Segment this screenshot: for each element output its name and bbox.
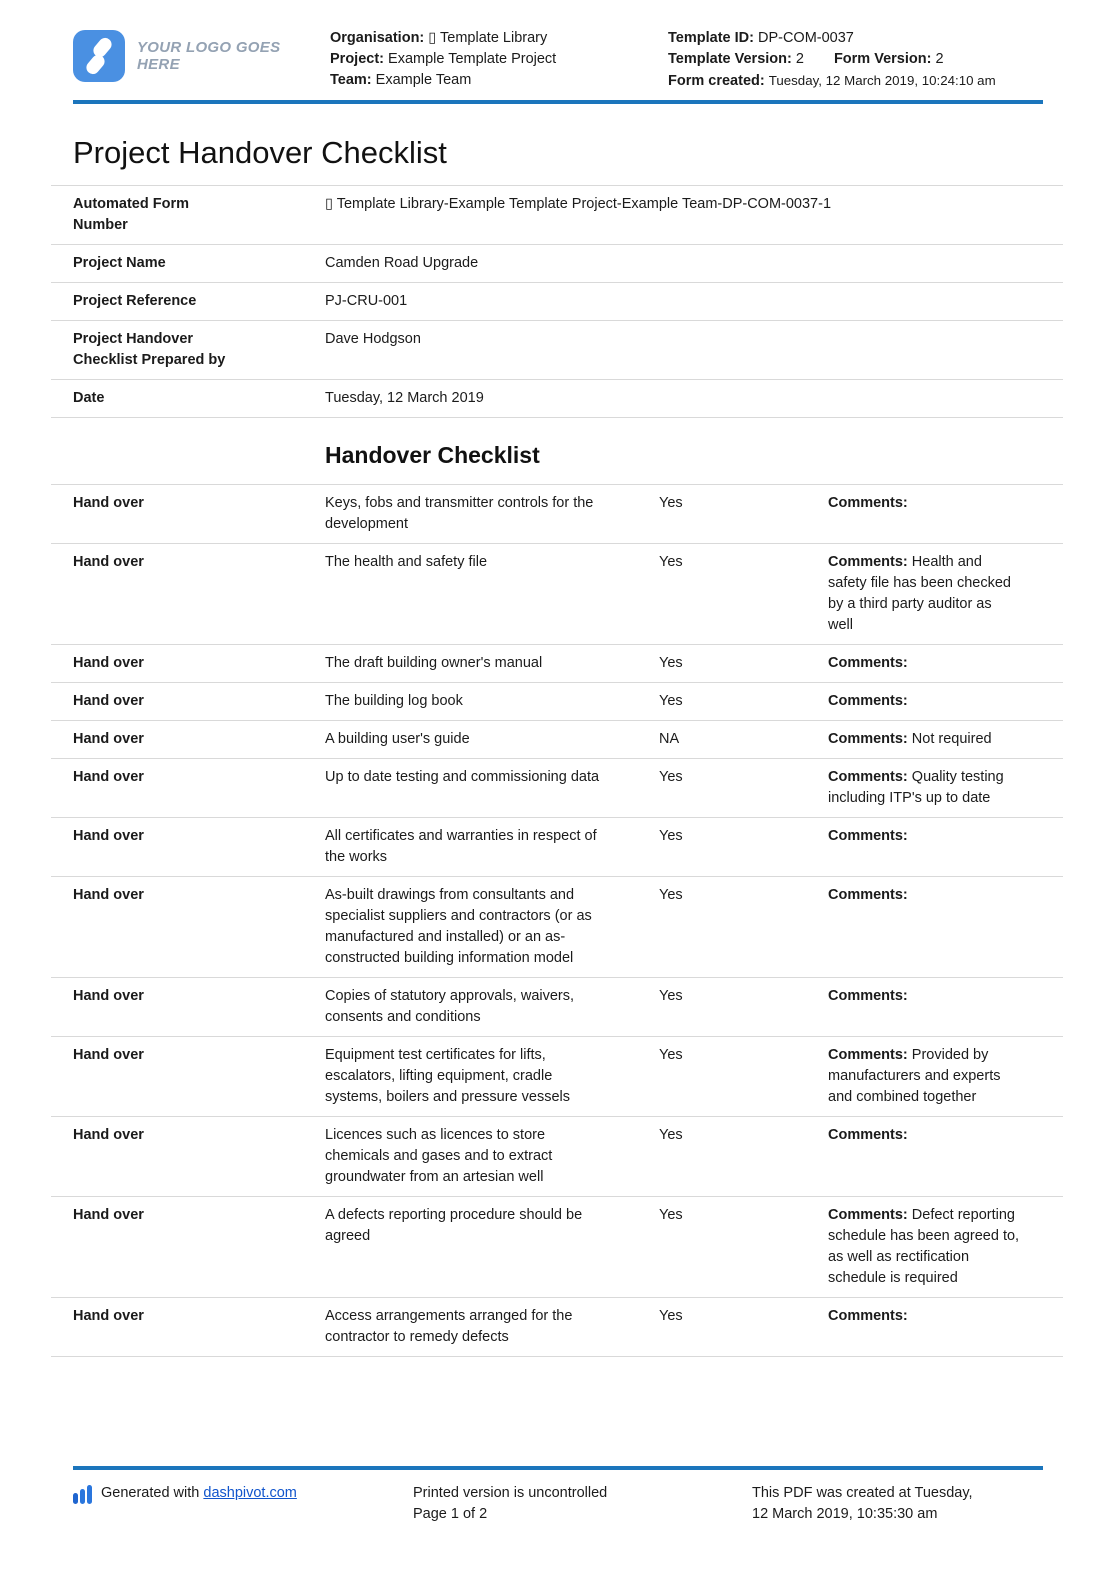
- checklist-table: [51, 484, 1063, 1357]
- checklist-comments: [828, 986, 1063, 1028]
- form-field-row: [51, 245, 1063, 283]
- hand-over-label: Hand over: [73, 1206, 144, 1223]
- project-line: [330, 49, 668, 70]
- template-id-value: DP-COM-0037: [757, 30, 854, 46]
- checklist-item-text: Copies of statutory approvals, waivers, consents and conditions: [325, 987, 575, 1025]
- checklist-item-text: Up to date testing and commissioning data: [325, 768, 600, 785]
- form-created-label: Form created:: [668, 73, 765, 89]
- comments-label: Comments:: [828, 987, 908, 1004]
- team-label: Team:: [330, 72, 372, 88]
- template-version-value: 2: [795, 51, 804, 67]
- checklist-answer: Yes: [659, 494, 683, 511]
- checklist-row: [51, 818, 1063, 877]
- checklist-comments: [828, 691, 1063, 712]
- hand-over-label: Hand over: [73, 730, 144, 747]
- generated-with: [73, 1483, 413, 1525]
- checklist-row: [51, 645, 1063, 683]
- checklist-comments: [828, 552, 1063, 636]
- checklist-answer: NA: [659, 730, 680, 747]
- pdf-created-note: This PDF was created at Tuesday, 12 March 2019, 10:35:30 am: [752, 1485, 973, 1522]
- document-footer: [0, 1466, 1115, 1525]
- checklist-row: [51, 1197, 1063, 1298]
- logo-icon: [73, 30, 125, 82]
- checklist-comments: [828, 493, 1063, 535]
- checklist-row: [51, 683, 1063, 721]
- team-value: Example Team: [375, 72, 472, 88]
- comments-label: Comments:: [828, 1206, 908, 1223]
- hand-over-label: Hand over: [73, 553, 144, 570]
- project-label: Project:: [330, 51, 384, 67]
- template-id-label: Template ID:: [668, 30, 754, 46]
- hand-over-label: Hand over: [73, 1126, 144, 1143]
- form-version-label: Form Version:: [833, 51, 932, 67]
- section-title: Handover Checklist: [325, 442, 540, 468]
- organisation-line: [330, 28, 668, 49]
- checklist-answer: Yes: [659, 1307, 683, 1324]
- form-field-value: Camden Road Upgrade: [325, 254, 479, 271]
- checklist-row: [51, 877, 1063, 978]
- checklist-answer: Yes: [659, 827, 683, 844]
- comments-label: Comments:: [828, 827, 908, 844]
- comment-text: Not required: [911, 730, 992, 747]
- bar-chart-icon: [73, 1485, 93, 1504]
- comment-text: Provided by manufacturers and experts and combined together: [828, 1046, 1001, 1105]
- organisation-value: ▯ Template Library: [428, 30, 548, 46]
- organisation-label: Organisation:: [330, 30, 425, 46]
- checklist-row: [51, 978, 1063, 1037]
- checklist-item-text: Keys, fobs and transmitter controls for the development: [325, 494, 594, 532]
- comments-label: Comments:: [828, 730, 908, 747]
- checklist-row: [51, 1037, 1063, 1117]
- checklist-item-text: All certificates and warranties in respect of the works: [325, 827, 597, 865]
- hand-over-label: Hand over: [73, 1307, 144, 1324]
- dashpivot-link[interactable]: dashpivot.com: [203, 1485, 297, 1501]
- checklist-row: [51, 1117, 1063, 1197]
- checklist-row: [51, 1298, 1063, 1357]
- checklist-item-text: The draft building owner's manual: [325, 654, 543, 671]
- form-field-value: PJ-CRU-001: [325, 292, 408, 309]
- form-version-value: 2: [935, 51, 944, 67]
- hand-over-label: Hand over: [73, 692, 144, 709]
- hand-over-label: Hand over: [73, 827, 144, 844]
- comment-text: Defect reporting schedule has been agreed to, as well as rectification schedule is required: [828, 1206, 1020, 1286]
- page-number: Page 1 of 2: [413, 1506, 488, 1522]
- comment-text: Quality testing including ITP's up to date: [828, 768, 1004, 806]
- form-field-value: ▯ Template Library-Example Template Project-Example Team-DP-COM-0037-1: [325, 195, 832, 212]
- hand-over-label: Hand over: [73, 987, 144, 1004]
- checklist-answer: Yes: [659, 654, 683, 671]
- checklist-answer: Yes: [659, 553, 683, 570]
- form-field-label: Date: [73, 389, 105, 406]
- project-value: Example Template Project: [388, 51, 557, 67]
- versions-line: [668, 49, 1043, 70]
- checklist-comments: [828, 729, 1063, 750]
- hand-over-label: Hand over: [73, 768, 144, 785]
- form-field-label: Automated Form Number: [73, 195, 189, 233]
- template-version-label: Template Version:: [668, 51, 792, 67]
- checklist-item-text: The building log book: [325, 692, 463, 709]
- comments-label: Comments:: [828, 768, 908, 785]
- checklist-comments: [828, 885, 1063, 969]
- hand-over-label: Hand over: [73, 886, 144, 903]
- checklist-comments: [828, 826, 1063, 868]
- checklist-answer: Yes: [659, 886, 683, 903]
- comments-label: Comments:: [828, 1307, 908, 1324]
- comments-label: Comments:: [828, 553, 908, 570]
- hand-over-label: Hand over: [73, 1046, 144, 1063]
- hand-over-label: Hand over: [73, 494, 144, 511]
- checklist-answer: Yes: [659, 1206, 683, 1223]
- comments-label: Comments:: [828, 494, 908, 511]
- document-header: [0, 0, 1115, 92]
- form-field-value: Dave Hodgson: [325, 330, 421, 347]
- checklist-item-text: Licences such as licences to store chemicals and gases and to extract groundwater from an artesian well: [325, 1126, 553, 1185]
- header-divider: [73, 100, 1043, 104]
- form-field-row: [51, 321, 1063, 380]
- form-fields-table: [51, 185, 1063, 418]
- checklist-comments: [828, 1045, 1063, 1108]
- checklist-row: [51, 544, 1063, 645]
- checklist-comments: [828, 767, 1063, 809]
- form-field-label: Project Name: [73, 254, 166, 271]
- logo-placeholder-text: YOUR LOGO GOES HERE: [137, 39, 281, 73]
- form-created-value: Tuesday, 12 March 2019, 10:24:10 am: [768, 73, 996, 88]
- checklist-comments: [828, 1205, 1063, 1289]
- checklist-answer: Yes: [659, 1046, 683, 1063]
- comment-text: Health and safety file has been checked by a third party auditor as well: [828, 553, 1011, 633]
- checklist-row: [51, 759, 1063, 818]
- comments-label: Comments:: [828, 654, 908, 671]
- checklist-row: [51, 721, 1063, 759]
- form-field-row: [51, 283, 1063, 321]
- form-field-row: [51, 186, 1063, 245]
- checklist-item-text: A building user's guide: [325, 730, 470, 747]
- header-org-block: [330, 28, 668, 91]
- comments-label: Comments:: [828, 886, 908, 903]
- hand-over-label: Hand over: [73, 654, 144, 671]
- checklist-item-text: Equipment test certificates for lifts, escalators, lifting equipment, cradle systems, boilers and pressure vessels: [325, 1046, 570, 1105]
- comments-label: Comments:: [828, 692, 908, 709]
- form-created-line: [668, 70, 1043, 92]
- page-title: Project Handover Checklist: [73, 135, 447, 170]
- form-field-label: Project Handover Checklist Prepared by: [73, 330, 226, 368]
- checklist-answer: Yes: [659, 1126, 683, 1143]
- form-field-label: Project Reference: [73, 292, 197, 309]
- template-id-line: [668, 28, 1043, 49]
- team-line: [330, 70, 668, 91]
- print-info: [413, 1483, 752, 1525]
- checklist-item-text: As-built drawings from consultants and specialist suppliers and contractors (or as manufactured and installed) or an as-constructed building information model: [325, 886, 592, 966]
- checklist-item-text: A defects reporting procedure should be agreed: [325, 1206, 583, 1244]
- checklist-row: [51, 485, 1063, 544]
- checklist-item-text: The health and safety file: [325, 553, 488, 570]
- checklist-comments: [828, 653, 1063, 674]
- checklist-answer: Yes: [659, 692, 683, 709]
- checklist-comments: [828, 1306, 1063, 1348]
- header-template-block: [668, 28, 1043, 92]
- checklist-comments: [828, 1125, 1063, 1188]
- comments-label: Comments:: [828, 1046, 908, 1063]
- checklist-answer: Yes: [659, 768, 683, 785]
- form-field-row: [51, 380, 1063, 418]
- logo: [73, 28, 330, 82]
- printed-note: Printed version is uncontrolled: [413, 1485, 608, 1501]
- checklist-answer: Yes: [659, 987, 683, 1004]
- checklist-item-text: Access arrangements arranged for the contractor to remedy defects: [325, 1307, 573, 1345]
- generated-prefix: Generated with: [101, 1485, 200, 1501]
- form-field-value: Tuesday, 12 March 2019: [325, 389, 484, 406]
- comments-label: Comments:: [828, 1126, 908, 1143]
